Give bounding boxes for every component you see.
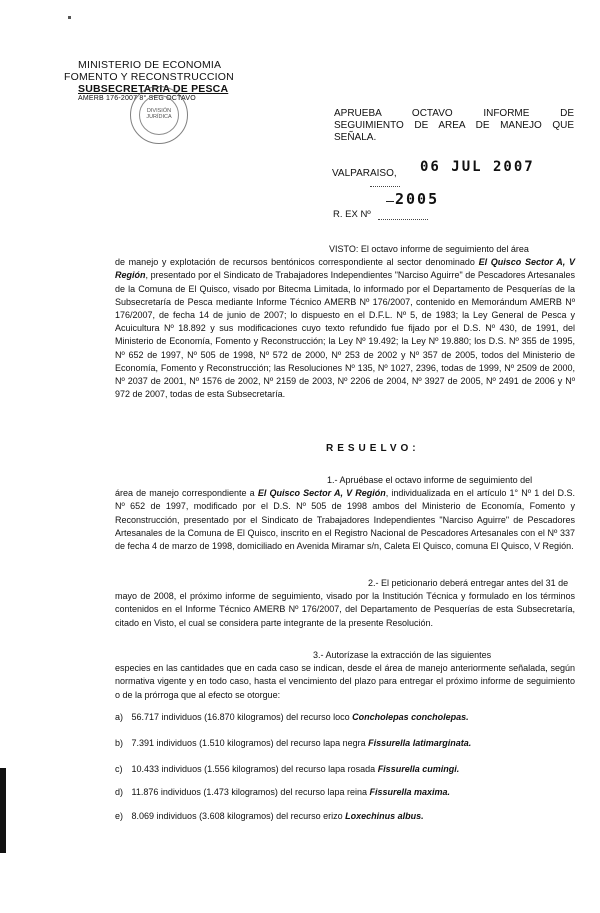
item-3-first-line: 3.- Autorízase la extracción de las siguientes (313, 650, 492, 660)
visto-paragraph (115, 243, 575, 401)
dotted-line (370, 186, 400, 187)
stamp-text: DIVISIÓN JURÍDICA (146, 108, 172, 120)
item-1 (115, 474, 575, 553)
item-1-area: El Quisco Sector A, V Región (257, 488, 386, 499)
species-text: 11.876 individuos (1.473 kilogramos) del recurso lapa reina (131, 787, 367, 797)
item-2 (115, 577, 575, 630)
species-name: Fissurella latimarginata. (368, 738, 472, 748)
species-letter: b) (115, 738, 124, 748)
resuelvo-heading: RESUELVO: (326, 443, 420, 454)
visto-text-a: de manejo y explotación de recursos bentónicos correspondiente al sector denominado (115, 257, 475, 268)
dash-mark (386, 201, 394, 202)
species-text: 7.391 individuos (1.510 kilogramos) del recurso lapa negra (131, 738, 366, 748)
place-label: VALPARAISO, (332, 168, 397, 179)
area-name: El Quisco Sector A, V Región (115, 257, 575, 281)
species-name: Fissurella cumingi. (377, 764, 460, 774)
resolution-number: 2005 (395, 190, 440, 208)
species-item-d (115, 786, 575, 799)
official-stamp (130, 86, 188, 144)
item-3-text: especies en las cantidades que en cada caso se indican, desde el área de manejo anteriormente señalada, según normativa vigente y en todo caso, hasta el vencimiento del plazo para entregar el próximo informe de seguimiento o de la prórroga que al efecto se otorgue: (115, 663, 575, 700)
item-2-text: mayo de 2008, el próximo informe de seguimiento, visado por la Institución Técnica y formulado en los términos contenidos en el Informe Técnico AMERB Nº 176/2007, del Departamento de Pesquerías de esta Subsecretaría, citado en Visto, el cual se considera parte integrante de la presente Resolución. (115, 591, 575, 628)
species-letter: d) (115, 787, 124, 797)
species-item-c (115, 763, 575, 776)
species-name: Concholepas concholepas. (352, 712, 469, 722)
species-item-a (115, 711, 575, 724)
visto-text-b: , presentado por el Sindicato de Trabajadores Independientes "Narciso Aguirre" de Pescadores Artesanales de la Comuna de El Quisco, visado por Bitecma Limitada, lo informado por el Departamento de Pesquerías de la Subsecretaría de Pesca mediante Informe Técnico AMERB Nº 176/2007, contenido en Memorándum AMERB Nº 176/2007, de fecha 14 de junio de 2007; lo dispuesto en el D.F.L. Nº 5, de 1983; la Ley General de Pesca y Acuicultura Nº 18.892 y sus modificaciones cuyo texto refundido fue fijado por el D.S. Nº 430, de 1991, del Ministerio de Economía, Fomento y Reconstrucción; la Ley Nº 19.492; la Ley Nº 19.880; los D.S. Nº 355 de 1995, Nº 652 de 1997, Nº 505 de 1998, Nº 572 de 2000, Nº 253 de 2002 y Nº 357 de 2005, todos del Ministerio de Economía, Fomento y Reconstrucción; las Resoluciones Nº 135, Nº 1027, 2396, todas de 1999, Nº 2509 de 2000, Nº 2037 de 2001, Nº 1576 de 2002, Nº 2159 de 2003, Nº 2206 de 2004, Nº 3927 de 2005, Nº 2491 de 2006 y Nº 972 de 2007, todas de esta Subsecretaría. (115, 270, 575, 400)
rex-label: R. EX Nº (333, 209, 371, 220)
date-stamp: 06 JUL 2007 (420, 159, 535, 175)
subject-block (334, 108, 574, 144)
amerb-reference: AMERB 176-2007 8° SEG OCTAVO (78, 95, 196, 102)
visto-first-line: VISTO: El octavo informe de seguimiento del área (329, 244, 529, 254)
top-dot (68, 16, 71, 19)
subsecretaria-name: SUBSECRETARIA DE PESCA (78, 83, 229, 95)
species-text: 8.069 individuos (3.608 kilogramos) del recurso erizo (131, 811, 343, 821)
rex-underline (378, 219, 428, 220)
subject-line-3: SEÑALA. (334, 132, 377, 143)
species-letter: c) (115, 764, 123, 774)
ministry-name: MINISTERIO DE ECONOMIA (78, 59, 222, 71)
item-1-text-b: , individualizada en el artículo 1° Nº 1 del D.S. Nº 652 de 1997, modificado por el D.S. Nº 505 de 1998 ambos del Ministerio de Economía, Fomento y Reconstrucción, presentado por el Sindicato de Trabajadores Independientes "Narciso Aguirre" de Pescadores Artesanales de la Comuna de El Quisco, inscrito en el Registro Nacional de Pescadores Artesanales con el Nº 337 de fecha 4 de marzo de 1998, domiciliado en Avenida Miramar s/n, Caleta El Quisco, comuna El Quisco, V Región. (115, 488, 575, 552)
scan-edge-mark (0, 768, 6, 853)
species-text: 10.433 individuos (1.556 kilogramos) del recurso lapa rosada (131, 764, 376, 774)
species-text: 56.717 individuos (16.870 kilogramos) del recurso loco (131, 712, 350, 722)
item-2-first-line: 2.- El peticionario deberá entregar antes del 31 de (368, 578, 569, 588)
subject-line-1: APRUEBA OCTAVO INFORME DE (334, 108, 574, 119)
species-name: Loxechinus albus. (345, 811, 424, 821)
subject-line-2: SEGUIMIENTO DE AREA DE MANEJO QUE (334, 120, 574, 131)
item-3 (115, 649, 575, 702)
ministry-subname: FOMENTO Y RECONSTRUCCION (64, 71, 234, 83)
species-item-e (115, 810, 575, 823)
species-letter: e) (115, 811, 124, 821)
species-letter: a) (115, 712, 124, 722)
species-item-b (115, 737, 575, 750)
item-1-first-line: 1.- Apruébase el octavo informe de seguimiento del (327, 475, 533, 485)
species-name: Fissurella maxima. (369, 787, 451, 797)
item-1-text-a: área de manejo correspondiente a (115, 488, 255, 499)
